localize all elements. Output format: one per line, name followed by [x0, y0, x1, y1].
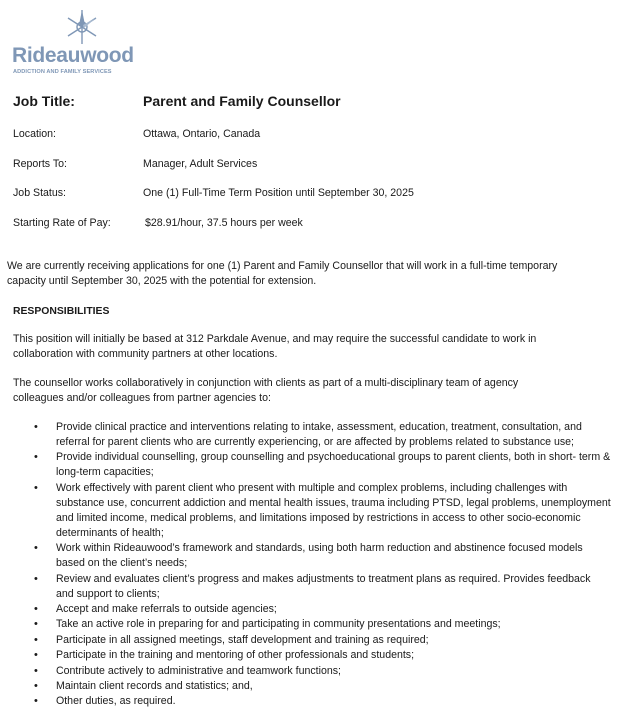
- logo-tagline: ADDICTION AND FAMILY SERVICES: [13, 69, 112, 75]
- list-item: • Maintain client records and statistics; and,: [56, 679, 611, 694]
- logo-wordmark: Rideauwood: [12, 44, 134, 67]
- reports-to-value: Manager, Adult Services: [143, 158, 258, 170]
- list-item: • Other duties, as required.: [56, 694, 611, 709]
- responsibilities-heading: RESPONSIBILITIES: [13, 306, 110, 317]
- reports-to-label: Reports To:: [13, 158, 67, 170]
- job-status-label: Job Status:: [13, 187, 66, 199]
- rideauwood-logo: [12, 8, 134, 75]
- location-paragraph: This position will initially be based at 312 Parkdale Avenue, and may require the successful candidate to work in collaboration with community partners at other locations.: [13, 333, 537, 360]
- intro-paragraph: We are currently receiving applications for one (1) Parent and Family Counsellor that will work in a full-time temporary capacity until September 30, 2025 with the potential for extension.: [7, 260, 558, 287]
- location-label: Location:: [13, 128, 56, 140]
- list-item: • Participate in all assigned meetings, staff development and training as required;: [56, 633, 611, 648]
- job-status-value: One (1) Full-Time Term Position until September 30, 2025: [143, 187, 414, 199]
- job-title-label: Job Title:: [13, 93, 75, 109]
- list-item: • Review and evaluates client’s progress and makes adjustments to treatment plans as required. Provides feedback and support to clients;: [56, 572, 611, 602]
- location-value: Ottawa, Ontario, Canada: [143, 128, 261, 140]
- list-item: • Participate in the training and mentoring of other professionals and students;: [56, 648, 611, 663]
- job-title-value: Parent and Family Counsellor: [143, 93, 341, 109]
- compass-star-icon: [64, 8, 100, 46]
- list-item: • Work within Rideauwood’s framework and standards, using both harm reduction and abstinence focused models based on the client’s needs;: [56, 541, 611, 571]
- pay-rate-label: Starting Rate of Pay:: [13, 217, 111, 229]
- list-item: • Work effectively with parent client who present with multiple and complex problems, including challenges with substance use, concurrent addiction and mental health issues, trauma including PTSD, legal problems, unemployment and limited income, medical problems, and limitations imposed by restrictions in access to other socio-economic determinants of health;: [56, 481, 611, 541]
- responsibilities-list: [56, 420, 611, 710]
- list-item: • Contribute actively to administrative and teamwork functions;: [56, 664, 611, 679]
- team-paragraph: The counsellor works collaboratively in conjunction with clients as part of a multi-disciplinary team of agency colleagues and/or colleagues from partner agencies to:: [13, 377, 519, 404]
- list-item: • Provide individual counselling, group counselling and psychoeducational groups to parent clients, both in short- term & long-term capacities;: [56, 450, 611, 480]
- list-item: • Provide clinical practice and interventions relating to intake, assessment, education, treatment, consultation, and referral for parent clients who are currently experiencing, or are affected by problems related to substance use;: [56, 420, 611, 450]
- pay-rate-value: $28.91/hour, 37.5 hours per week: [145, 217, 303, 229]
- list-item: • Take an active role in preparing for and participating in community presentations and meetings;: [56, 617, 611, 632]
- list-item: • Accept and make referrals to outside agencies;: [56, 602, 611, 617]
